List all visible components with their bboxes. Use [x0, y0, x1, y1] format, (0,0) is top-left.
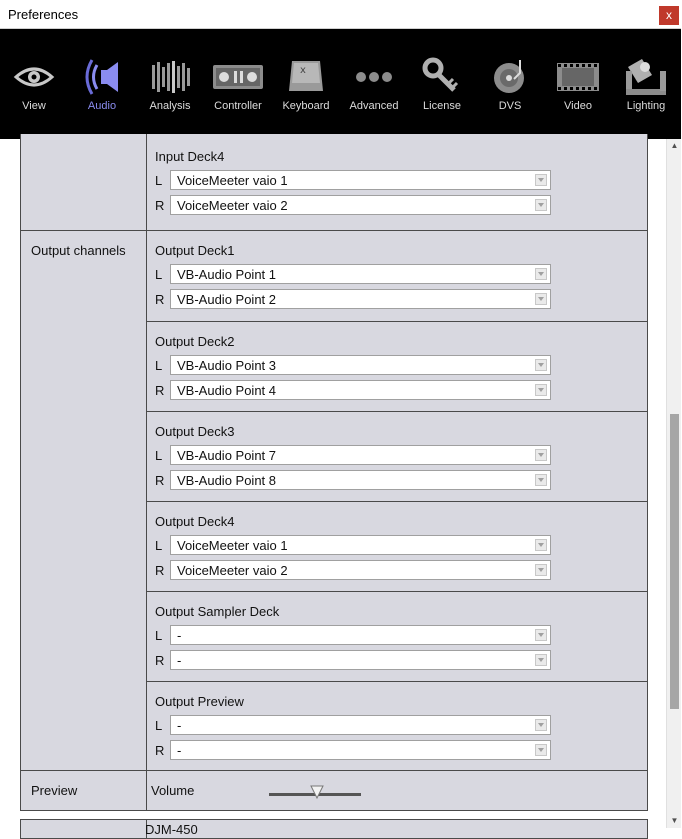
select-value: VB-Audio Point 7 [177, 448, 277, 463]
preview-volume-group [147, 771, 648, 811]
chevron-down-icon [535, 654, 547, 666]
channel-letter-right: R [155, 653, 165, 668]
channel-letter-right: R [155, 743, 165, 758]
vinyl-icon [476, 57, 544, 97]
output-preview-right-select[interactable] [170, 740, 551, 760]
window-title: Preferences [8, 7, 79, 22]
input-deck4-group [147, 134, 648, 230]
output-sampler-deck-group [147, 591, 648, 681]
chevron-down-icon [535, 564, 547, 576]
chevron-down-icon [535, 539, 547, 551]
tab-advanced[interactable] [340, 29, 408, 139]
controller-icon [204, 57, 272, 97]
tab-advanced-label: Advanced [349, 100, 399, 112]
input-deck4-left-select[interactable] [170, 170, 551, 190]
chevron-down-icon [535, 744, 547, 756]
tab-video[interactable] [544, 29, 612, 139]
channel-letter-right: R [155, 292, 165, 307]
input-channels-panel [20, 134, 648, 231]
tab-keyboard[interactable] [272, 29, 340, 139]
output-group-title: Output Preview [155, 694, 244, 709]
settings-content [0, 139, 666, 837]
lighting-icon [612, 57, 680, 97]
chevron-down-icon [535, 474, 547, 486]
select-value: - [177, 628, 182, 643]
output-deck3-right-select[interactable] [170, 470, 551, 490]
chevron-down-icon [535, 719, 547, 731]
output-deck1-right-select[interactable] [170, 289, 551, 309]
chevron-down-icon [535, 293, 547, 305]
tab-dvs[interactable] [476, 29, 544, 139]
output-sampler-left-select[interactable] [170, 625, 551, 645]
tab-analysis[interactable] [136, 29, 204, 139]
tab-view-label: View [22, 100, 46, 112]
tab-audio-label: Audio [87, 100, 117, 112]
chevron-down-icon [535, 359, 547, 371]
output-channels-panel [20, 230, 648, 771]
select-value: VB-Audio Point 1 [177, 267, 277, 282]
scroll-down-icon[interactable]: ▼ [670, 816, 679, 825]
channel-letter-right: R [155, 563, 165, 578]
chevron-down-icon [535, 268, 547, 280]
output-deck1-left-select[interactable] [170, 264, 551, 284]
dots-icon [340, 57, 408, 97]
select-value: VB-Audio Point 2 [177, 292, 277, 307]
preview-panel [20, 770, 648, 811]
tab-view[interactable] [0, 29, 68, 139]
channel-letter-left: L [155, 538, 163, 553]
select-value: VoiceMeeter vaio 2 [177, 563, 288, 578]
chevron-down-icon [535, 629, 547, 641]
output-deck2-left-select[interactable] [170, 355, 551, 375]
speaker-icon [68, 57, 136, 97]
output-group-title: Output Deck3 [155, 424, 235, 439]
tab-dvs-label: DVS [498, 100, 522, 112]
select-value: VoiceMeeter vaio 1 [177, 538, 288, 553]
select-value: VB-Audio Point 8 [177, 473, 277, 488]
scrollbar-thumb[interactable] [670, 414, 679, 709]
title-bar [0, 0, 681, 29]
tab-license-label: License [423, 100, 461, 112]
eye-icon [0, 57, 68, 97]
output-preview-left-select[interactable] [170, 715, 551, 735]
close-button[interactable]: x [659, 6, 679, 25]
volume-slider-thumb[interactable] [310, 785, 324, 799]
channel-letter-right: R [155, 383, 165, 398]
select-value: VB-Audio Point 3 [177, 358, 277, 373]
select-value: - [177, 743, 182, 758]
tab-lighting-label: Lighting [626, 100, 666, 112]
preview-label: Preview [31, 783, 78, 798]
chevron-down-icon [535, 449, 547, 461]
output-deck1-group [147, 231, 648, 321]
tab-controller-label: Controller [214, 100, 262, 112]
preferences-toolbar [0, 29, 681, 139]
channel-letter-left: L [155, 718, 163, 733]
select-value: VB-Audio Point 4 [177, 383, 277, 398]
output-deck4-group [147, 501, 648, 591]
tab-video-label: Video [564, 100, 592, 112]
output-deck3-group [147, 411, 648, 501]
next-section-panel [20, 819, 648, 839]
channel-letter-left: L [155, 628, 163, 643]
output-group-title: Output Deck2 [155, 334, 235, 349]
chevron-down-icon [535, 199, 547, 211]
input-deck4-title: Input Deck4 [155, 149, 225, 164]
output-deck3-left-select[interactable] [170, 445, 551, 465]
scroll-up-icon[interactable]: ▲ [670, 141, 679, 150]
output-group-title: Output Sampler Deck [155, 604, 280, 619]
channel-letter-left: L [155, 267, 163, 282]
channel-letter-left: L [155, 173, 163, 188]
output-deck4-left-select[interactable] [170, 535, 551, 555]
channel-letter-right: R [155, 198, 165, 213]
waveform-icon [136, 57, 204, 97]
output-deck4-right-select[interactable] [170, 560, 551, 580]
output-channels-label: Output channels [31, 243, 126, 258]
select-value: - [177, 718, 182, 733]
tab-license[interactable] [408, 29, 476, 139]
volume-label: Volume [151, 783, 195, 798]
output-sampler-right-select[interactable] [170, 650, 551, 670]
channel-letter-left: L [155, 448, 163, 463]
output-deck2-group [147, 321, 648, 411]
tab-controller[interactable] [204, 29, 272, 139]
output-preview-group [147, 681, 648, 771]
input-deck4-right-select[interactable] [170, 195, 551, 215]
channel-letter-right: R [155, 473, 165, 488]
chevron-down-icon [535, 174, 547, 186]
select-value: - [177, 653, 182, 668]
tab-keyboard-label: Keyboard [282, 100, 330, 112]
output-deck2-right-select[interactable] [170, 380, 551, 400]
key-icon [408, 57, 476, 97]
channel-letter-left: L [155, 358, 163, 373]
select-value: VoiceMeeter vaio 2 [177, 198, 288, 213]
select-value: VoiceMeeter vaio 1 [177, 173, 288, 188]
keyboard-icon [272, 57, 340, 97]
tab-lighting[interactable] [612, 29, 680, 139]
output-group-title: Output Deck1 [155, 243, 235, 258]
chevron-down-icon [535, 384, 547, 396]
cut-off-text: DJM-450 [145, 822, 198, 837]
svg-text:x: x [300, 65, 306, 76]
tab-analysis-label: Analysis [149, 100, 191, 112]
tab-audio[interactable] [68, 29, 136, 139]
output-group-title: Output Deck4 [155, 514, 235, 529]
vertical-scrollbar[interactable] [666, 139, 681, 828]
film-icon [544, 57, 612, 97]
